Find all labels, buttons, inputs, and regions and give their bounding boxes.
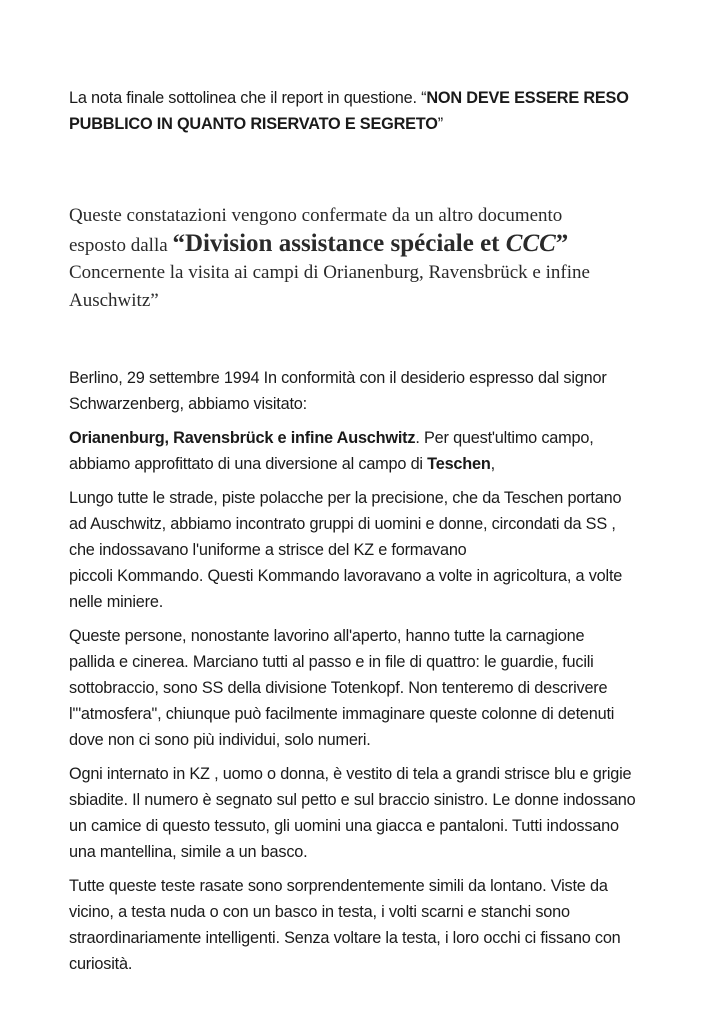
text-line xyxy=(69,259,590,287)
quoted-document-excerpt xyxy=(69,202,590,314)
text-run: Concernente la visita ai campi di Orianenburg, Ravensbrück e infine xyxy=(69,262,590,283)
text-run: Berlino, 29 settembre 1994 In conformità con il desiderio espresso dal signor xyxy=(69,369,607,387)
text-run: abbiamo approfittato di una diversione al campo di xyxy=(69,455,428,473)
text-line xyxy=(69,839,635,865)
text-run: nelle miniere. xyxy=(69,593,164,611)
text-run: curiosità. xyxy=(69,955,133,973)
text-line xyxy=(69,425,635,451)
text-line xyxy=(69,85,629,111)
text-line xyxy=(69,951,635,977)
text-line xyxy=(69,537,635,563)
text-run: esposto dalla xyxy=(69,234,173,256)
text-run: sottobraccio, sono SS della divisione Totenkopf. Non tenteremo di descrivere xyxy=(69,679,608,697)
text-line xyxy=(69,511,635,537)
text-run: l'"atmosfera", chiunque può facilmente immaginare queste colonne di detenuti xyxy=(69,705,615,723)
paragraph xyxy=(69,365,635,417)
text-run: straordinariamente intelligenti. Senza voltare la testa, i loro occhi ci fissano con xyxy=(69,929,621,947)
emphasized-text: Teschen xyxy=(427,455,491,473)
emphasized-text: NON DEVE ESSERE RESO xyxy=(426,89,629,107)
text-run: ” xyxy=(437,115,443,133)
emphasized-text: CCC xyxy=(505,229,556,257)
text-run: piccoli Kommando. Questi Kommando lavoravano a volte in agricoltura, a volte xyxy=(69,567,623,585)
text-line xyxy=(69,787,635,813)
emphasized-text: “Division assistance spéciale et xyxy=(172,229,506,257)
text-run: Auschwitz” xyxy=(69,289,159,311)
text-line xyxy=(69,287,590,315)
emphasized-text: ” xyxy=(555,229,569,257)
text-line xyxy=(69,563,635,589)
text-run: un camice di questo tessuto, gli uomini una giacca e pantaloni. Tutti indossano xyxy=(69,817,619,835)
text-run: dove non ci sono più individui, solo numeri. xyxy=(69,731,371,749)
text-run: pallida e cinerea. Marciano tutti al passo e in file di quattro: le guardie, fucili xyxy=(69,653,594,671)
report-body xyxy=(69,365,635,985)
text-line xyxy=(69,873,635,899)
text-run: che indossavano l'uniforme a strisce del KZ e formavano xyxy=(69,541,467,559)
text-run: , xyxy=(490,455,495,473)
text-line xyxy=(69,202,590,230)
text-line xyxy=(69,589,635,615)
text-line xyxy=(69,925,635,951)
text-run: Queste constatazioni vengono confermate da un altro documento xyxy=(69,205,563,226)
text-line xyxy=(69,485,635,511)
emphasized-text: Orianenburg, Ravensbrück e infine Auschwitz xyxy=(69,429,416,447)
paragraph xyxy=(69,761,635,865)
paragraph xyxy=(69,485,635,615)
text-line xyxy=(69,813,635,839)
text-run: sbiadite. Il numero è segnato sul petto e sul braccio sinistro. Le donne indossano xyxy=(69,791,636,809)
text-run: Lungo tutte le strade, piste polacche per la precisione, che da Teschen portano xyxy=(69,489,622,507)
text-run: . Per quest'ultimo campo, xyxy=(415,429,594,447)
text-line xyxy=(69,761,635,787)
text-line xyxy=(69,649,635,675)
emphasized-text: PUBBLICO IN QUANTO RISERVATO E SEGRETO xyxy=(69,115,438,133)
text-run: Schwarzenberg, abbiamo visitato: xyxy=(69,395,307,413)
text-line xyxy=(69,623,635,649)
text-run: Ogni internato in KZ , uomo o donna, è vestito di tela a grandi strisce blu e grigie xyxy=(69,765,632,783)
text-line xyxy=(69,899,635,925)
paragraph xyxy=(69,873,635,977)
text-run: ad Auschwitz, abbiamo incontrato gruppi di uomini e donne, circondati da SS , xyxy=(69,515,616,533)
text-line xyxy=(69,727,635,753)
text-line xyxy=(69,451,635,477)
text-line xyxy=(69,675,635,701)
text-line xyxy=(69,230,590,260)
text-line xyxy=(69,391,635,417)
text-run: una mantellina, simile a un basco. xyxy=(69,843,308,861)
closing-note xyxy=(69,85,629,137)
text-run: Queste persone, nonostante lavorino all'aperto, hanno tutte la carnagione xyxy=(69,627,585,645)
text-line xyxy=(69,701,635,727)
paragraph xyxy=(69,425,635,477)
text-run: vicino, a testa nuda o con un basco in testa, i volti scarni e stanchi sono xyxy=(69,903,570,921)
paragraph xyxy=(69,623,635,753)
text-run: La nota finale sottolinea che il report in questione. “ xyxy=(69,89,427,107)
text-run: Tutte queste teste rasate sono sorprendentemente simili da lontano. Viste da xyxy=(69,877,608,895)
text-line xyxy=(69,111,629,137)
text-line xyxy=(69,365,635,391)
